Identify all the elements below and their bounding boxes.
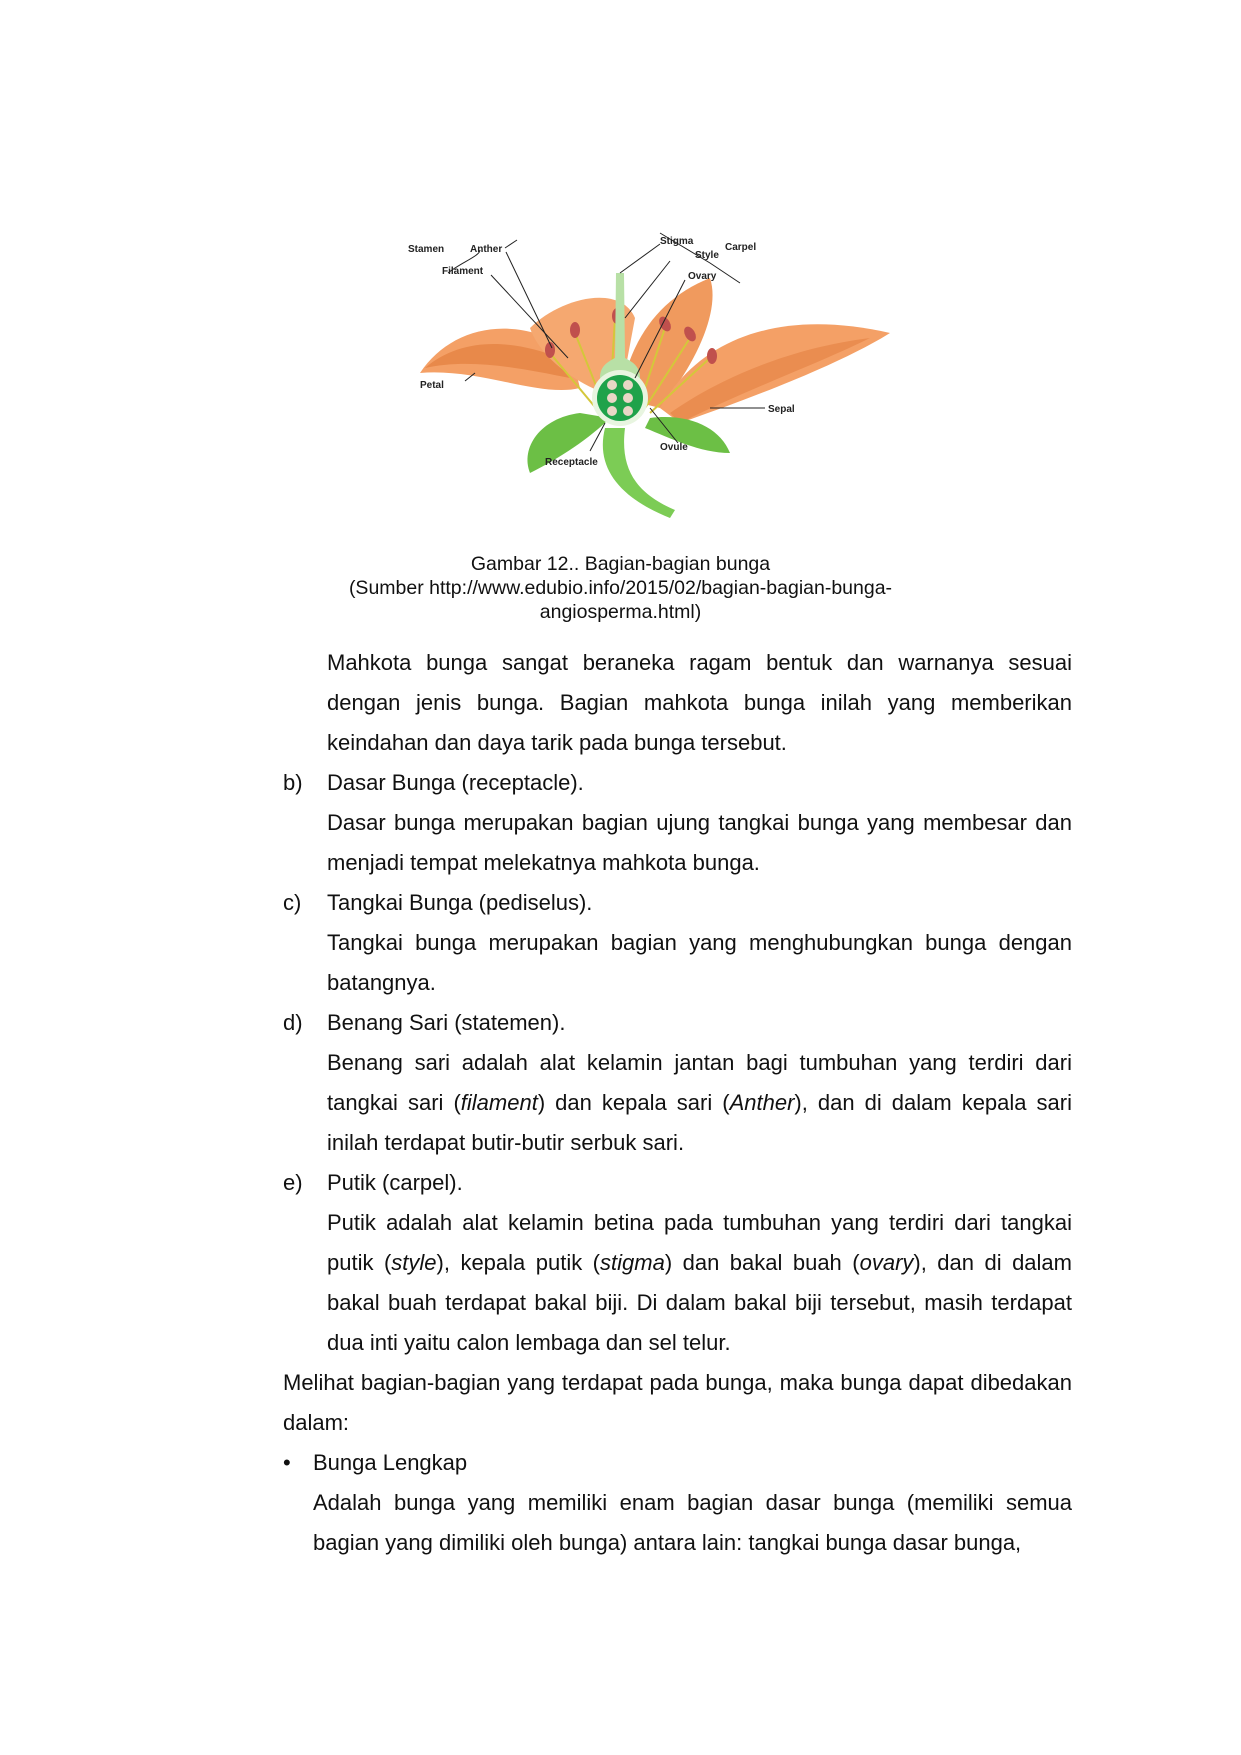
label-stamen: Stamen: [408, 244, 445, 255]
paragraph-bunga-lengkap: Adalah bunga yang memiliki enam bagian dasar bunga (memiliki semua bagian yang dimiliki oleh bunga) antara lain: tangkai bunga dasar bunga,: [313, 1490, 1072, 1555]
label-ovary: Ovary: [688, 271, 717, 282]
bullet-icon: •: [283, 1450, 291, 1475]
list-marker-d: d): [283, 1010, 303, 1035]
label-filament: Filament: [442, 266, 484, 277]
heading-dasar-bunga: Dasar Bunga (receptacle).: [327, 770, 584, 795]
label-petal: Petal: [420, 380, 444, 391]
paragraph-dasar-bunga: Dasar bunga merupakan bagian ujung tangkai bunga yang membesar dan menjadi tempat melekatnya mahkota bunga.: [327, 810, 1072, 875]
list-marker-e: e): [283, 1170, 303, 1195]
paragraph-tangkai-bunga: Tangkai bunga merupakan bagian yang menghubungkan bunga dengan batangnya.: [327, 930, 1072, 995]
ovary-inner: [597, 375, 643, 421]
label-ovule: Ovule: [660, 442, 688, 453]
figure-caption-title: Gambar 12.. Bagian-bagian bunga: [470, 553, 771, 575]
heading-bunga-lengkap: Bunga Lengkap: [313, 1450, 468, 1475]
figure-caption-source: (Sumber http://www.edubio.info/2015/02/bagian-bagian-bunga-: [348, 577, 893, 599]
label-sepal: Sepal: [768, 404, 795, 415]
flower-diagram: [408, 236, 890, 528]
figure-caption-source-cont: angiosperma.html): [539, 601, 702, 623]
paragraph-mahkota: Mahkota bunga sangat beraneka ragam bentuk dan warnanya sesuai dengan jenis bunga. Bagian mahkota bunga inilah yang memberikan keindahan dan daya tarik pada bunga tersebut.: [327, 650, 1072, 755]
label-receptacle: Receptacle: [545, 457, 598, 468]
label-stigma: Stigma: [660, 236, 694, 247]
paragraph-melihat: Melihat bagian-bagian yang terdapat pada bunga, maka bunga dapat dibedakan dalam:: [283, 1370, 1072, 1435]
label-anther: Anther: [470, 244, 503, 255]
label-carpel: Carpel: [725, 242, 757, 253]
label-style: Style: [695, 250, 719, 261]
list-marker-b: b): [283, 770, 303, 795]
heading-putik: Putik (carpel).: [327, 1170, 463, 1195]
heading-tangkai-bunga: Tangkai Bunga (pediselus).: [327, 890, 593, 915]
heading-benang-sari: Benang Sari (statemen).: [327, 1010, 566, 1035]
paragraph-benang-sari: Benang sari adalah alat kelamin jantan bagi tumbuhan yang terdiri dari tangkai sari (filament) dan kepala sari (Anther), dan di dalam kepala sari inilah terdapat butir-butir serbuk sari.: [327, 1050, 1073, 1155]
list-marker-c: c): [283, 890, 302, 915]
paragraph-putik: Putik adalah alat kelamin betina pada tumbuhan yang terdiri dari tangkai putik (style), kepala putik (stigma) dan bakal buah (ovary), dan di dalam bakal buah terdapat bakal biji. Di dalam bakal biji tersebut, masih terdapat dua inti yaitu calon lembaga dan sel telur.: [327, 1210, 1072, 1355]
petals: [420, 278, 890, 423]
